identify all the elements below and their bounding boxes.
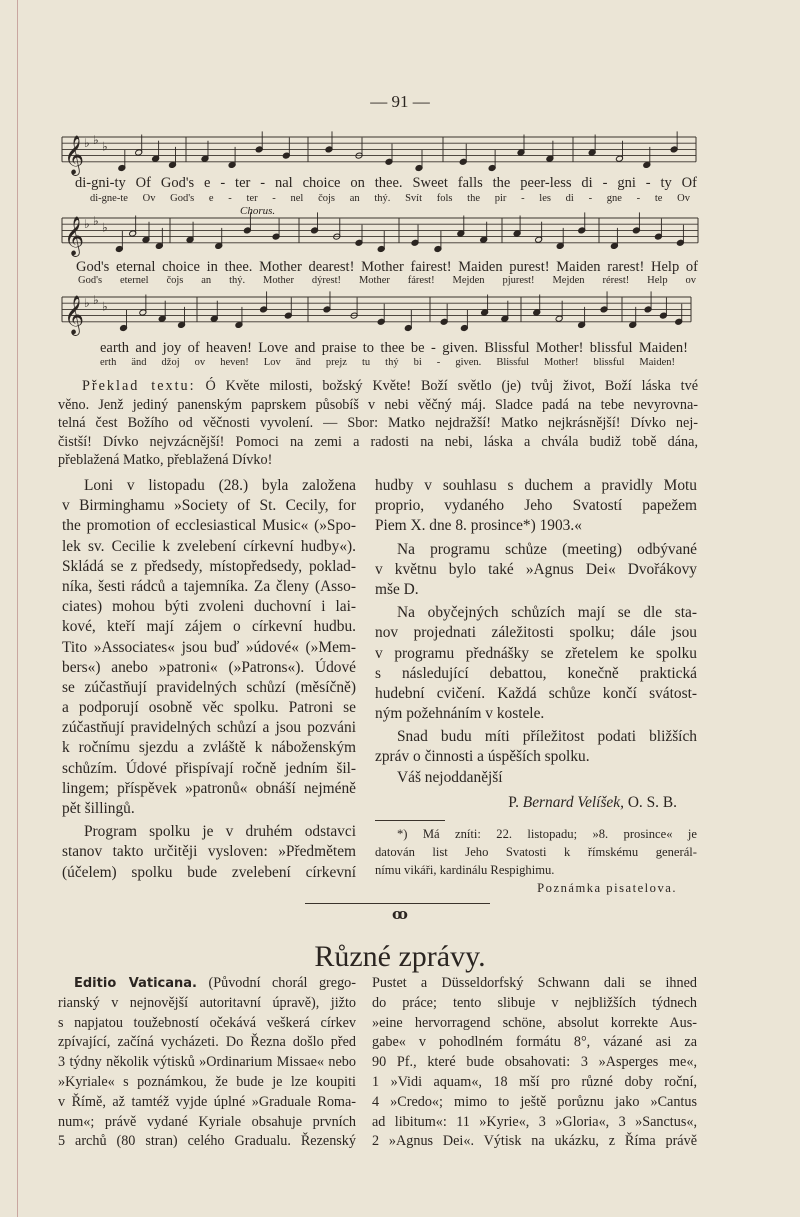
translation-label: Překlad textu: <box>82 378 196 394</box>
chorus-label: Chorus. <box>240 205 276 217</box>
news-line: v Římě, až tamtéž vyjde úplné »Graduale Roma- <box>58 1093 356 1110</box>
paragraph-line: proprio, vydaného Jeho Svatostí papežem <box>375 497 697 515</box>
ornament-icon: ꝏ <box>392 907 408 923</box>
paragraph-line: hudby v souhlasu s duchem a pravidly Motu <box>375 477 697 494</box>
news-line: 90 Pf., které bude obsahovati: 3 »Asperges me«, <box>372 1054 697 1071</box>
translation-line <box>58 377 698 396</box>
footnote <box>375 825 697 897</box>
footnote-line: nímu vikáři, kardinálu Respighimu. <box>375 862 555 877</box>
news-line: rianský v nejnovější autoritavní úpravě), jižto <box>58 994 356 1011</box>
paragraph-line: Skládá se z předsedy, místopředsedy, poklad- <box>62 557 356 575</box>
paragraph-line: Váš nejoddanější <box>397 768 503 786</box>
news-left-column <box>58 974 356 1152</box>
flat-icon: ♭ <box>84 296 90 311</box>
footnote-rule <box>375 820 445 821</box>
paragraph-line: Snad budu míti příležitost podati bližších <box>397 728 697 746</box>
treble-clef-icon: 𝄞 <box>64 294 85 335</box>
paragraph-line: níka, šesti rádců a tajemníka. Za členy (Asso- <box>62 577 356 595</box>
translation-line: věno. Jenž jediný panenským paprskem působíš v nebi věčný máj. Sladce padá na tebe nevyrovna- <box>58 396 698 413</box>
flat-icon: ♭ <box>93 214 99 229</box>
signature-suffix: O. S. B. <box>627 793 677 811</box>
paragraph-line: zpráv o činnosti a úspěších spolku. <box>375 748 590 766</box>
translation-line: telná čest Božího od věčnosti vyvolení. — Sbor: Matko nejdražší! Matko nejkrásnější! Dívko nej- <box>58 415 698 431</box>
paragraph-line: nov projednati záležitosti spolku; dále jsou <box>375 624 697 642</box>
paragraph-line: mše D. <box>375 580 419 598</box>
paragraph-line: pět šillingů. <box>62 800 135 817</box>
signature-prefix: P. <box>508 793 519 811</box>
flat-icon: ♭ <box>84 136 90 151</box>
lyrics-english-1: di-gni-ty Of God's e - ter - nal choice on thee. Sweet falls the peer-less di - gni - ty Of <box>75 175 697 191</box>
signature <box>375 788 697 814</box>
news-line: 5 archů (80 stran) celého Gradualu. Řezenský <box>58 1133 356 1150</box>
paragraph-line: a podporují osobně věc spolku. Patroni se <box>62 699 356 717</box>
news-line: s napjatou toužebností očekává veškerá církev <box>58 1014 356 1031</box>
flat-icon: ♭ <box>93 293 99 308</box>
flat-icon: ♭ <box>93 133 99 148</box>
footnote-line: *) Má zníti: 22. listopadu; »8. prosince« je <box>397 826 697 841</box>
lyrics-phonetic-3: erth änd džoj ov heven! Lov änd prejz tu thý bi - given. Blissful Mother! blissful Maiden! <box>100 357 675 368</box>
paragraph-line: Tito »Associates« jsou buď »údové« (»Mem- <box>62 638 356 656</box>
paragraph-line: ným požehnáním v kostele. <box>375 705 545 723</box>
footnote-line: datován list Jeho Svatosti k římskému generál- <box>375 844 697 859</box>
paragraph-line: schůzím. Údové přispívají ročně jedním šil- <box>62 759 356 777</box>
news-line: do práce; tento slibuje v nejbližších týdnech <box>372 994 697 1011</box>
paragraph-line: Na programu schůze (meeting) odbývané <box>397 540 697 558</box>
news-line: »Kyriale« s poznámkou, že bude je lze koupiti <box>58 1073 356 1090</box>
news-line: num«; právě vydané Kyriale obsahuje prvních <box>58 1113 356 1130</box>
translation-line: čistší! Dívko nejvzácnější! Pomoci na zemi a radosti na nebi, láska a chvála budiž tobě dána, <box>58 433 698 450</box>
paragraph-line: the promotion of ecclesiastical Music« (»Spo- <box>62 517 356 535</box>
lyrics-phonetic-1: di-gne-te Ov God's e - ter - nel čojs an thý. Svít fols the pir - les di - gne - te Ov <box>90 193 690 204</box>
section-divider <box>305 903 490 904</box>
paragraph-line: kové, kteří mají zájem o církevní hudbu. <box>62 618 356 636</box>
news-right-column <box>372 974 697 1152</box>
paragraph-line: v Birminghamu »Society of St. Cecily, for <box>62 497 356 515</box>
lyrics-english-3: earth and joy of heaven! Love and praise to thee be - given. Blissful Mother! blissful Maiden! <box>100 340 688 356</box>
paragraph-line: se zúčastňují pravidelných schůzí (měsíčně) <box>62 678 356 696</box>
paragraph-line: v květnu bylo také »Agnus Dei« Dvořákovy <box>375 560 697 578</box>
paragraph-line: stanov takto určitěji vysloven: »Předmětem <box>62 843 356 861</box>
section-heading: Různé zprávy. <box>314 940 486 973</box>
news-line: »eine hervorragend schöne, absolut korrekte Aus- <box>372 1014 697 1031</box>
translation-line: přeblažená Matko, přeblažená Dívko! <box>58 452 273 468</box>
paragraph-line: (účelem) spolku bude zvelebení církevní <box>62 863 356 881</box>
news-line: 2 »Agnus Dei«. Výtisk na ukázku, z Říma právě <box>372 1133 697 1150</box>
page-number: — 91 — <box>370 92 430 111</box>
paragraph-line: Loni v listopadu (28.) byla založena <box>84 477 356 494</box>
translation-text: Ó Květe milosti, božský Květe! Boží světlo (je) tvůj život, Boží láska tvé <box>205 378 698 394</box>
news-line <box>58 974 356 994</box>
news-line: 1 »Vidi aquam«, 18 mší pro různé doby roční, <box>372 1073 697 1090</box>
flat-icon: ♭ <box>84 217 90 232</box>
news-line: 3 týdny několik výtisků »Ordinarium Missae« nebo <box>58 1054 356 1071</box>
paragraph-line: bers«) anebo »patroni« (»Patrons«). Údové <box>62 658 356 676</box>
footnote-author: Poznámka pisatelova. <box>537 880 677 895</box>
paragraph-line: s následující debattou, konečně praktická <box>375 664 697 682</box>
news-line: ad libitum«: 11 »Kyrie«, 3 »Gloria«, 3 »Sanctus«, <box>372 1113 697 1130</box>
paragraph-line: zúčastňují pravidelných schůzí a jsou pozváni <box>62 719 356 737</box>
paragraph-line: hudební cvičení. Každá schůze končí svátost- <box>375 684 697 702</box>
paragraph-line: lingem; příspěvek »patronů« obnáší nejméně <box>62 779 356 797</box>
news-line: 4 »Credo«; mimo to ještě porůznu jako »Cantus <box>372 1093 697 1110</box>
letter-right-column <box>375 476 697 897</box>
letter-left-column <box>62 476 356 883</box>
paragraph-line: k ročnímu sjezdu a zvláště k náboženským <box>62 739 356 757</box>
treble-clef-icon: 𝄞 <box>64 134 85 175</box>
paragraph-line: Na obyčejných schůzích mají se dle sta- <box>397 604 697 622</box>
treble-clef-icon: 𝄞 <box>64 215 85 256</box>
paragraph-line: ciates) mohou býti zvoleni duchovní i lai- <box>62 598 356 616</box>
paragraph-line: Piem X. dne 8. prosince*) 1903.« <box>375 517 582 535</box>
news-line: zpívající, začíná vycházeti. Do Řezna došlo před <box>58 1034 356 1051</box>
flat-icon: ♭ <box>102 299 108 314</box>
news-lead: Editio Vaticana. <box>74 976 197 991</box>
news-text: (Původní chorál grego- <box>208 975 356 991</box>
page-edge-line <box>17 0 18 1217</box>
paragraph-line: lek sv. Cecilie k zvelebení církevní hudby«). <box>62 537 356 555</box>
paragraph-line: Program spolku je v druhém odstavci <box>84 823 356 841</box>
news-line: Pustet a Düsseldorfský Schwann dali se ihned <box>372 975 697 991</box>
news-line: gabe« v pohodlném formátu 8°, vázané asi za <box>372 1034 697 1051</box>
text-translation <box>58 377 698 470</box>
lyrics-english-2: God's eternal choice in thee. Mother dearest! Mother fairest! Maiden purest! Maiden rarest! Help of <box>76 259 698 275</box>
lyrics-phonetic-2: God's eternel čojs an thý. Mother dýrest! Mother fárest! Mejden pjurest! Mejden rérest! Help ov <box>78 275 696 286</box>
flat-icon: ♭ <box>102 139 108 154</box>
paragraph-line: v programu přednášky se zřetelem ke spolku <box>375 644 697 662</box>
signature-name: Bernard Velíšek, <box>522 793 624 811</box>
flat-icon: ♭ <box>102 220 108 235</box>
music-score <box>60 125 705 340</box>
